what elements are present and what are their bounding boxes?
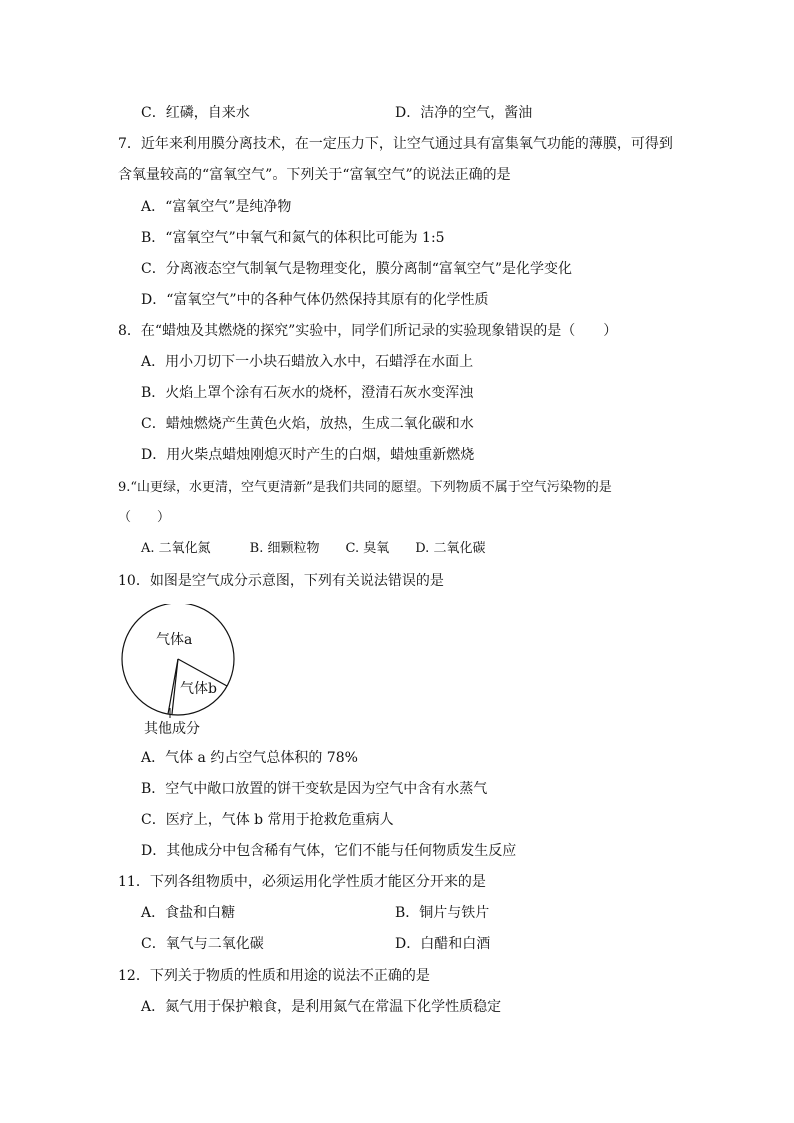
q8-option-b: B．火焰上罩个涂有石灰水的烧杯，澄清石灰水变浑浊 <box>141 385 474 401</box>
q7-option-a: A．“富氧空气”是纯净物 <box>141 199 292 215</box>
diagram-label-gas-b: 气体b <box>180 681 217 697</box>
q7-stem-line-1: 7．近年来利用膜分离技术，在一定压力下，让空气通过具有富集氧气功能的薄膜，可得到 <box>118 136 673 152</box>
q11-stem: 11．下列各组物质中，必须运用化学性质才能区分开来的是 <box>118 874 486 890</box>
q12-option-a: A．氮气用于保护粮食，是利用氮气在常温下化学性质稳定 <box>141 999 502 1015</box>
q8-option-c: C．蜡烛燃烧产生黄色火焰，放热，生成二氧化碳和水 <box>141 416 474 432</box>
q6-option-c: C．红磷，自来水 <box>141 105 250 121</box>
q11-option-a: A．食盐和白糖 <box>141 905 236 921</box>
q10-stem: 10．如图是空气成分示意图，下列有关说法错误的是 <box>118 573 444 589</box>
q8-stem: 8．在“蜡烛及其燃烧的探究”实验中，同学们所记录的实验现象错误的是（ ） <box>118 323 618 339</box>
q9-options: A. 二氧化氮 B. 细颗粒物 C. 臭氧 D. 二氧化碳 <box>141 541 486 556</box>
q11-option-c: C．氧气与二氧化碳 <box>141 936 264 952</box>
diagram-label-gas-a: 气体a <box>156 632 193 648</box>
q10-option-a: A．气体 a 约占空气总体积的 78% <box>141 750 358 766</box>
q8-option-a: A．用小刀切下一小块石蜡放入水中，石蜡浮在水面上 <box>141 354 474 370</box>
q11-option-b: B．铜片与铁片 <box>395 905 490 921</box>
q10-option-d: D．其他成分中包含稀有气体，它们不能与任何物质发生反应 <box>141 843 517 859</box>
q7-option-b: B．“富氧空气”中氧气和氮气的体积比可能为 1:5 <box>141 230 445 246</box>
q10-option-c: C．医疗上，气体 b 常用于抢救危重病人 <box>141 812 394 828</box>
air-composition-diagram <box>118 604 248 739</box>
q6-option-d: D．洁净的空气，酱油 <box>395 105 533 121</box>
q7-stem-line-2: 含氧量较高的“富氧空气”。下列关于“富氧空气”的说法正确的是 <box>118 167 511 183</box>
q9-paren: （ ） <box>118 510 171 525</box>
q11-option-d: D．白醋和白酒 <box>395 936 491 952</box>
q7-option-c: C．分离液态空气制氧气是物理变化，膜分离制“富氧空气”是化学变化 <box>141 261 573 277</box>
q8-option-d: D．用火柴点蜡烛刚熄灭时产生的白烟，蜡烛重新燃烧 <box>141 447 475 463</box>
diagram-label-other: 其他成分 <box>144 721 200 737</box>
q12-stem: 12．下列关于物质的性质和用途的说法不正确的是 <box>118 968 430 984</box>
q9-stem: 9.“山更绿，水更清，空气更清新”是我们共同的愿望。下列物质不属于空气污染物的是 <box>118 480 612 495</box>
q10-option-b: B．空气中敞口放置的饼干变软是因为空气中含有水蒸气 <box>141 781 488 797</box>
q7-option-d: D．“富氧空气”中的各种气体仍然保持其原有的化学性质 <box>141 292 489 308</box>
